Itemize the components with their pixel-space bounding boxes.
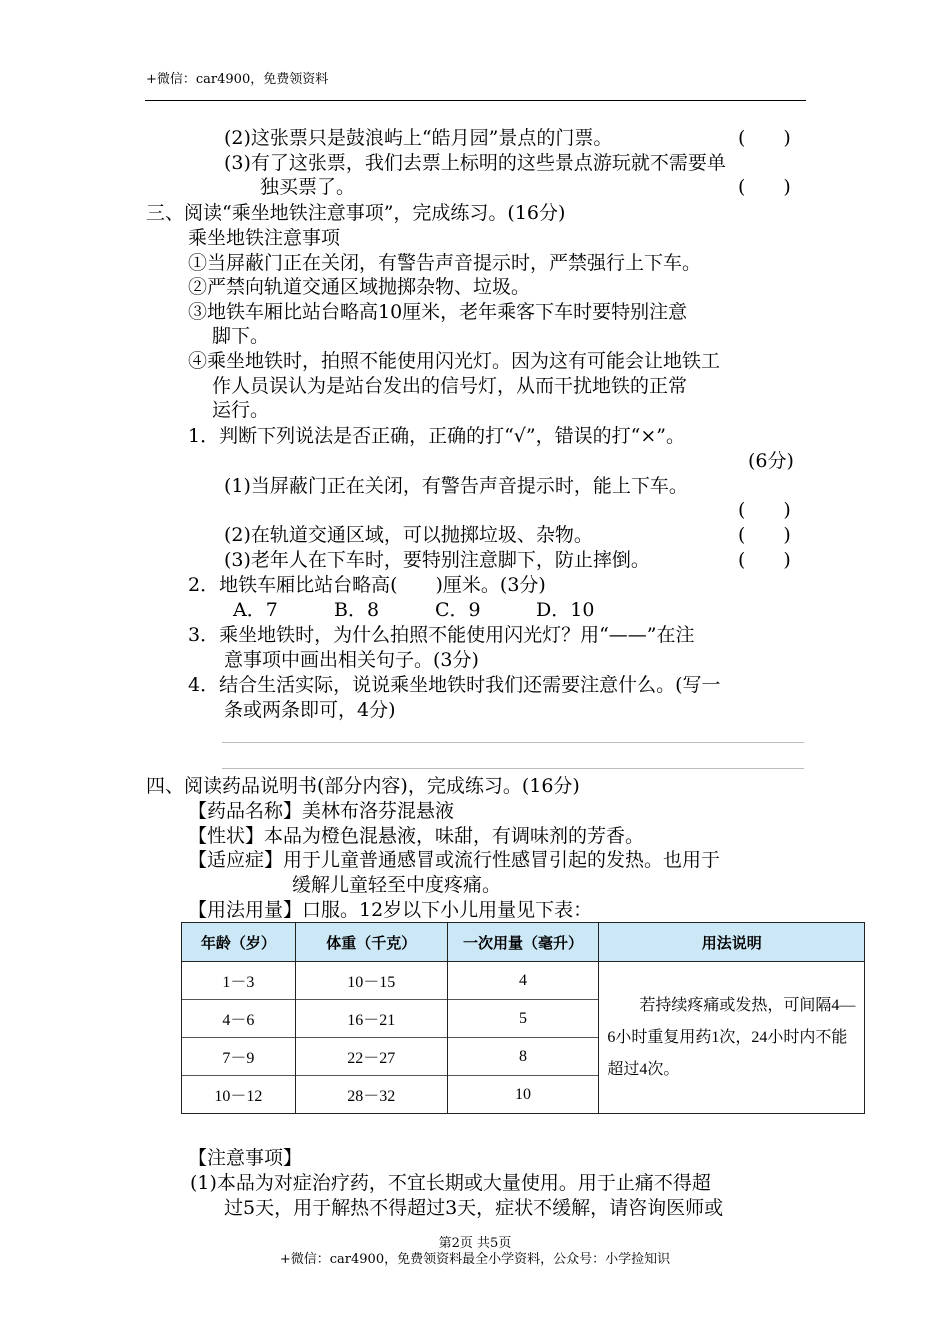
table-cell-weight: 16－21	[295, 1000, 447, 1038]
drug-property: 【性状】本品为橙色混悬液，味甜，有调味剂的芳香。	[188, 825, 645, 847]
notice-item-1: ①当屏蔽门正在关闭，有警告声音提示时，严禁强行上下车。	[188, 252, 702, 274]
table-header-age: 年龄（岁）	[182, 923, 296, 962]
question-4-line2: 条或两条即可，4分)	[224, 699, 396, 721]
section3-title: 三、阅读“乘坐地铁注意事项”，完成练习。(16分)	[146, 202, 566, 224]
header-text: +微信：car4900，免费领资料	[146, 72, 329, 87]
option-b: B．8	[334, 599, 380, 621]
question-3-line2: 意事项中画出相关句子。(3分)	[224, 649, 479, 671]
table-cell-age: 4－6	[182, 1000, 296, 1038]
question-1-1: (1)当屏蔽门正在关闭，有警告声音提示时，能上下车。	[224, 475, 688, 497]
table-cell-dose: 8	[447, 1038, 599, 1076]
question-1-score: (6分)	[748, 450, 794, 472]
answer-paren: ( )	[738, 499, 791, 521]
option-d: D．10	[536, 599, 595, 621]
question-1-3: (3)老年人在下车时，要特别注意脚下，防止摔倒。	[224, 549, 650, 571]
footer-text: +微信：car4900，免费领资料最全小学资料，公众号：小学捡知识	[279, 1252, 671, 1267]
table-header-row	[182, 923, 865, 962]
drug-indication-line1: 【适应症】用于儿童普通感冒或流行性感冒引起的发热。也用于	[188, 849, 721, 871]
answer-paren: ( )	[738, 176, 791, 198]
answer-paren: ( )	[738, 549, 791, 571]
table-header-weight: 体重（千克）	[295, 923, 447, 962]
table-cell-weight: 28－32	[295, 1076, 447, 1114]
table-cell-age: 7－9	[182, 1038, 296, 1076]
table-cell-dose: 4	[447, 962, 599, 1000]
notice-item-4-line2: 作人员误认为是站台发出的信号灯，从而干扰地铁的正常	[212, 375, 688, 397]
table-cell-weight: 22－27	[295, 1038, 447, 1076]
page-number: 第2页 共5页	[438, 1236, 512, 1251]
question-1-2: (2)在轨道交通区域，可以抛掷垃圾、杂物。	[224, 524, 593, 546]
drug-indication-line2: 缓解儿童轻至中度疼痛。	[292, 874, 502, 896]
notice-item-4-line1: ④乘坐地铁时，拍照不能使用闪光灯。因为这有可能会让地铁工	[188, 350, 721, 372]
table-cell-weight: 10－15	[295, 962, 447, 1000]
question-4-line1: 4．结合生活实际，说说乘坐地铁时我们还需要注意什么。(写一	[188, 674, 721, 696]
table-row	[182, 962, 865, 1000]
table-header-dose: 一次用量（毫升）	[447, 923, 599, 962]
table-cell-dose: 5	[447, 1000, 599, 1038]
notice-item-3-line1: ③地铁车厢比站台略高10厘米，老年乘客下车时要特别注意	[188, 301, 688, 323]
option-a: A．7	[233, 599, 278, 621]
notice-title: 乘坐地铁注意事项	[188, 227, 341, 249]
sec2-q3-line1: (3)有了这张票，我们去票上标明的这些景点游玩就不需要单	[224, 152, 726, 174]
table-cell-dose: 10	[447, 1076, 599, 1114]
question-3-line1: 3．乘坐地铁时，为什么拍照不能使用闪光灯？用“——”在注	[188, 624, 695, 646]
table-cell-instructions: 若持续疼痛或发热，可间隔4—6小时重复用药1次，24小时内不能超过4次。	[599, 962, 865, 1114]
dosage-table	[181, 922, 865, 1114]
option-c: C．9	[435, 599, 481, 621]
question-2: 2．地铁车厢比站台略高( )厘米。(3分)	[188, 574, 546, 596]
drug-name: 【药品名称】美林布洛芬混悬液	[188, 800, 455, 822]
answer-paren: ( )	[738, 127, 791, 149]
notice-item-4-line3: 运行。	[212, 399, 270, 421]
table-cell-age: 1－3	[182, 962, 296, 1000]
table-cell-age: 10－12	[182, 1076, 296, 1114]
answer-paren: ( )	[738, 524, 791, 546]
drug-usage: 【用法用量】口服。12岁以下小儿用量见下表：	[188, 899, 593, 921]
question-1: 1．判断下列说法是否正确，正确的打“√”，错误的打“×”。	[188, 425, 685, 447]
section4-title: 四、阅读药品说明书(部分内容)，完成练习。(16分)	[146, 775, 580, 797]
table-header-instructions: 用法说明	[599, 923, 865, 962]
answer-line	[222, 742, 804, 743]
answer-line	[222, 768, 804, 769]
note-1-line1: (1)本品为对症治疗药，不宜长期或大量使用。用于止痛不得超	[190, 1172, 711, 1194]
notes-title: 【注意事项】	[188, 1147, 303, 1169]
header-rule	[145, 100, 806, 101]
note-1-line2: 过5天，用于解热不得超过3天，症状不缓解，请咨询医师或	[224, 1197, 724, 1219]
sec2-q2: (2)这张票只是鼓浪屿上“皓月园”景点的门票。	[224, 127, 613, 149]
sec2-q3-line2: 独买票了。	[260, 176, 356, 198]
notice-item-2: ②严禁向轨道交通区域抛掷杂物、垃圾。	[188, 276, 531, 298]
notice-item-3-line2: 脚下。	[212, 325, 270, 347]
